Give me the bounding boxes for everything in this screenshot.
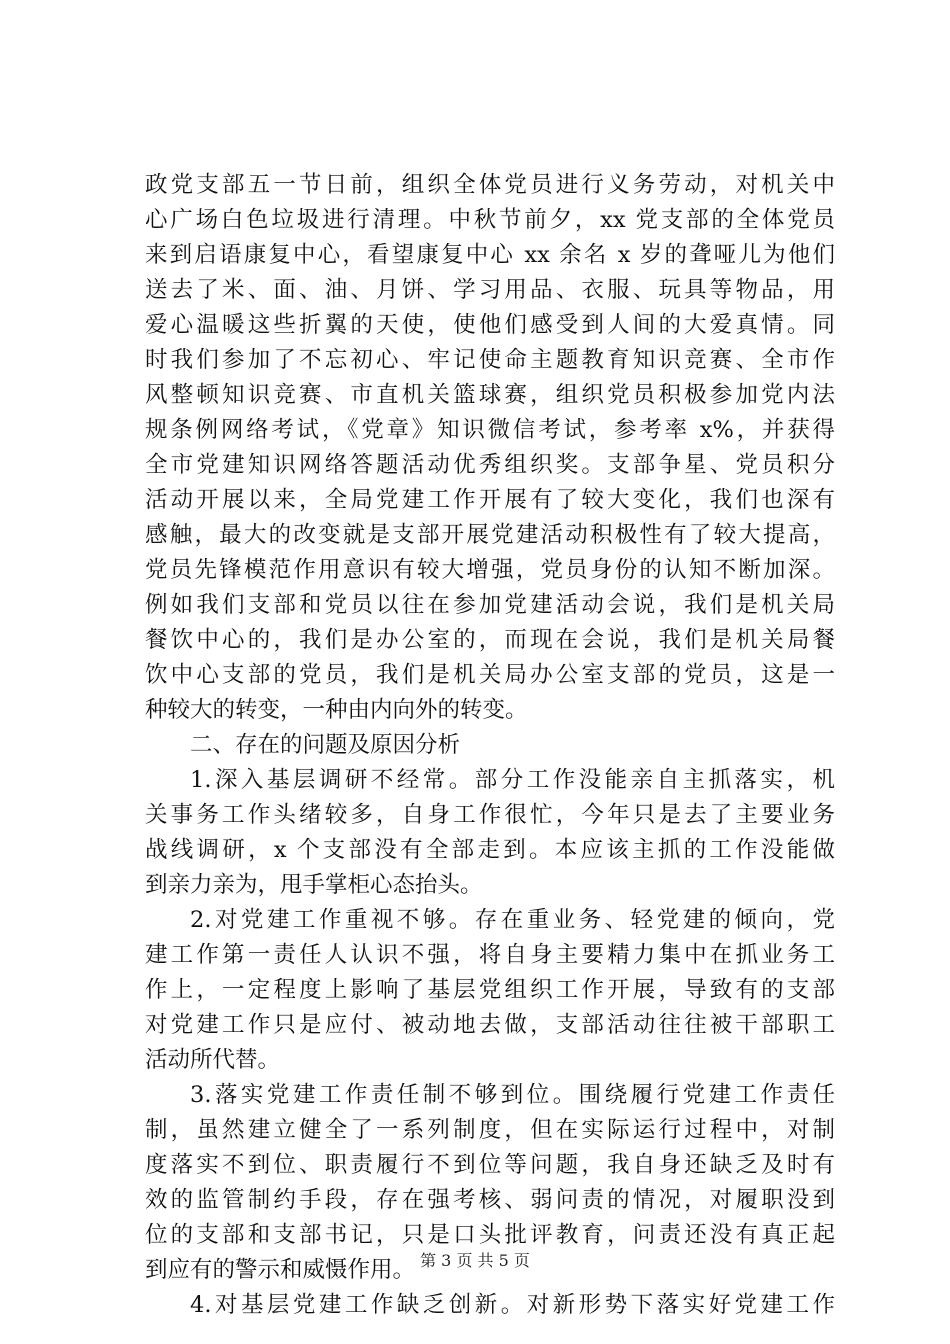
paragraph-line: 活动所代替。 bbox=[145, 1047, 281, 1073]
paragraph-line: 感触，最大的改变就是支部开展党建活动积极性有了较大提高， bbox=[145, 522, 835, 548]
paragraph-line: 效的监管制约手段，存在强考核、弱问责的情况，对履职没到 bbox=[145, 1187, 835, 1213]
section-heading: 二、存在的问题及原因分析 bbox=[190, 732, 461, 758]
paragraph-line: 关事务工作头绪较多，自身工作很忙，今年只是去了主要业务 bbox=[145, 802, 835, 828]
paragraph-line: 作上，一定程度上影响了基层党组织工作开展，导致有的支部 bbox=[145, 977, 835, 1003]
paragraph-line: 全市党建知识网络答题活动优秀组织奖。支部争星、党员积分 bbox=[145, 452, 835, 478]
paragraph-line: 时我们参加了不忘初心、牢记使命主题教育知识竞赛、全市作 bbox=[145, 347, 835, 373]
paragraph-line: 度落实不到位、职责履行不到位等问题，我自身还缺乏及时有 bbox=[145, 1152, 835, 1178]
paragraph-line: 位的支部和支部书记，只是口头批评教育，问责还没有真正起 bbox=[145, 1222, 835, 1248]
paragraph-line: 风整顿知识竞赛、市直机关篮球赛，组织党员积极参加党内法 bbox=[145, 382, 835, 408]
paragraph-line: 饮中心支部的党员，我们是机关局办公室支部的党员，这是一 bbox=[145, 662, 835, 688]
paragraph-line: 4.对基层党建工作缺乏创新。对新形势下落实好党建工作 bbox=[190, 1292, 835, 1318]
paragraph-line: 活动开展以来，全局党建工作开展有了较大变化，我们也深有 bbox=[145, 487, 835, 513]
page-number-footer: 第 3 页 共 5 页 bbox=[420, 1251, 530, 1270]
paragraph-line: 到亲力亲为，甩手掌柜心态抬头。 bbox=[145, 872, 483, 898]
paragraph-line: 2.对党建工作重视不够。存在重业务、轻党建的倾向，党 bbox=[190, 907, 835, 933]
paragraph-line: 种较大的转变，一种由内向外的转变。 bbox=[145, 697, 528, 723]
paragraph-line: 战线调研，x 个支部没有全部走到。本应该主抓的工作没能做 bbox=[145, 837, 835, 863]
document-body bbox=[145, 168, 835, 1323]
paragraph-line: 建工作第一责任人认识不强，将自身主要精力集中在抓业务工 bbox=[145, 942, 835, 968]
paragraph-line: 来到启语康复中心，看望康复中心 xx 余名 x 岁的聋哑儿为他们 bbox=[145, 242, 835, 268]
paragraph-line: 心广场白色垃圾进行清理。中秋节前夕，xx 党支部的全体党员 bbox=[145, 207, 835, 233]
paragraph-line: 对党建工作只是应付、被动地去做，支部活动往往被干部职工 bbox=[145, 1012, 835, 1038]
paragraph-line: 政党支部五一节日前，组织全体党员进行义务劳动，对机关中 bbox=[145, 172, 835, 198]
paragraph-line: 例如我们支部和党员以往在参加党建活动会说，我们是机关局 bbox=[145, 592, 835, 618]
paragraph-line: 3.落实党建工作责任制不够到位。围绕履行党建工作责任 bbox=[190, 1082, 835, 1108]
paragraph-line: 餐饮中心的，我们是办公室的，而现在会说，我们是机关局餐 bbox=[145, 627, 835, 653]
paragraph-line: 1.深入基层调研不经常。部分工作没能亲自主抓落实，机 bbox=[190, 767, 835, 793]
paragraph-line: 爱心温暖这些折翼的天使，使他们感受到人间的大爱真情。同 bbox=[145, 312, 835, 338]
paragraph-line: 党员先锋模范作用意识有较大增强，党员身份的认知不断加深。 bbox=[145, 557, 835, 583]
paragraph-line: 到应有的警示和威慑作用。 bbox=[145, 1257, 416, 1283]
paragraph-line: 送去了米、面、油、月饼、学习用品、衣服、玩具等物品，用 bbox=[145, 277, 835, 303]
paragraph-line: 规条例网络考试，《党章》知识微信考试，参考率 x%，并获得 bbox=[145, 417, 835, 443]
paragraph-line: 制，虽然建立健全了一系列制度，但在实际运行过程中，对制 bbox=[145, 1117, 835, 1143]
